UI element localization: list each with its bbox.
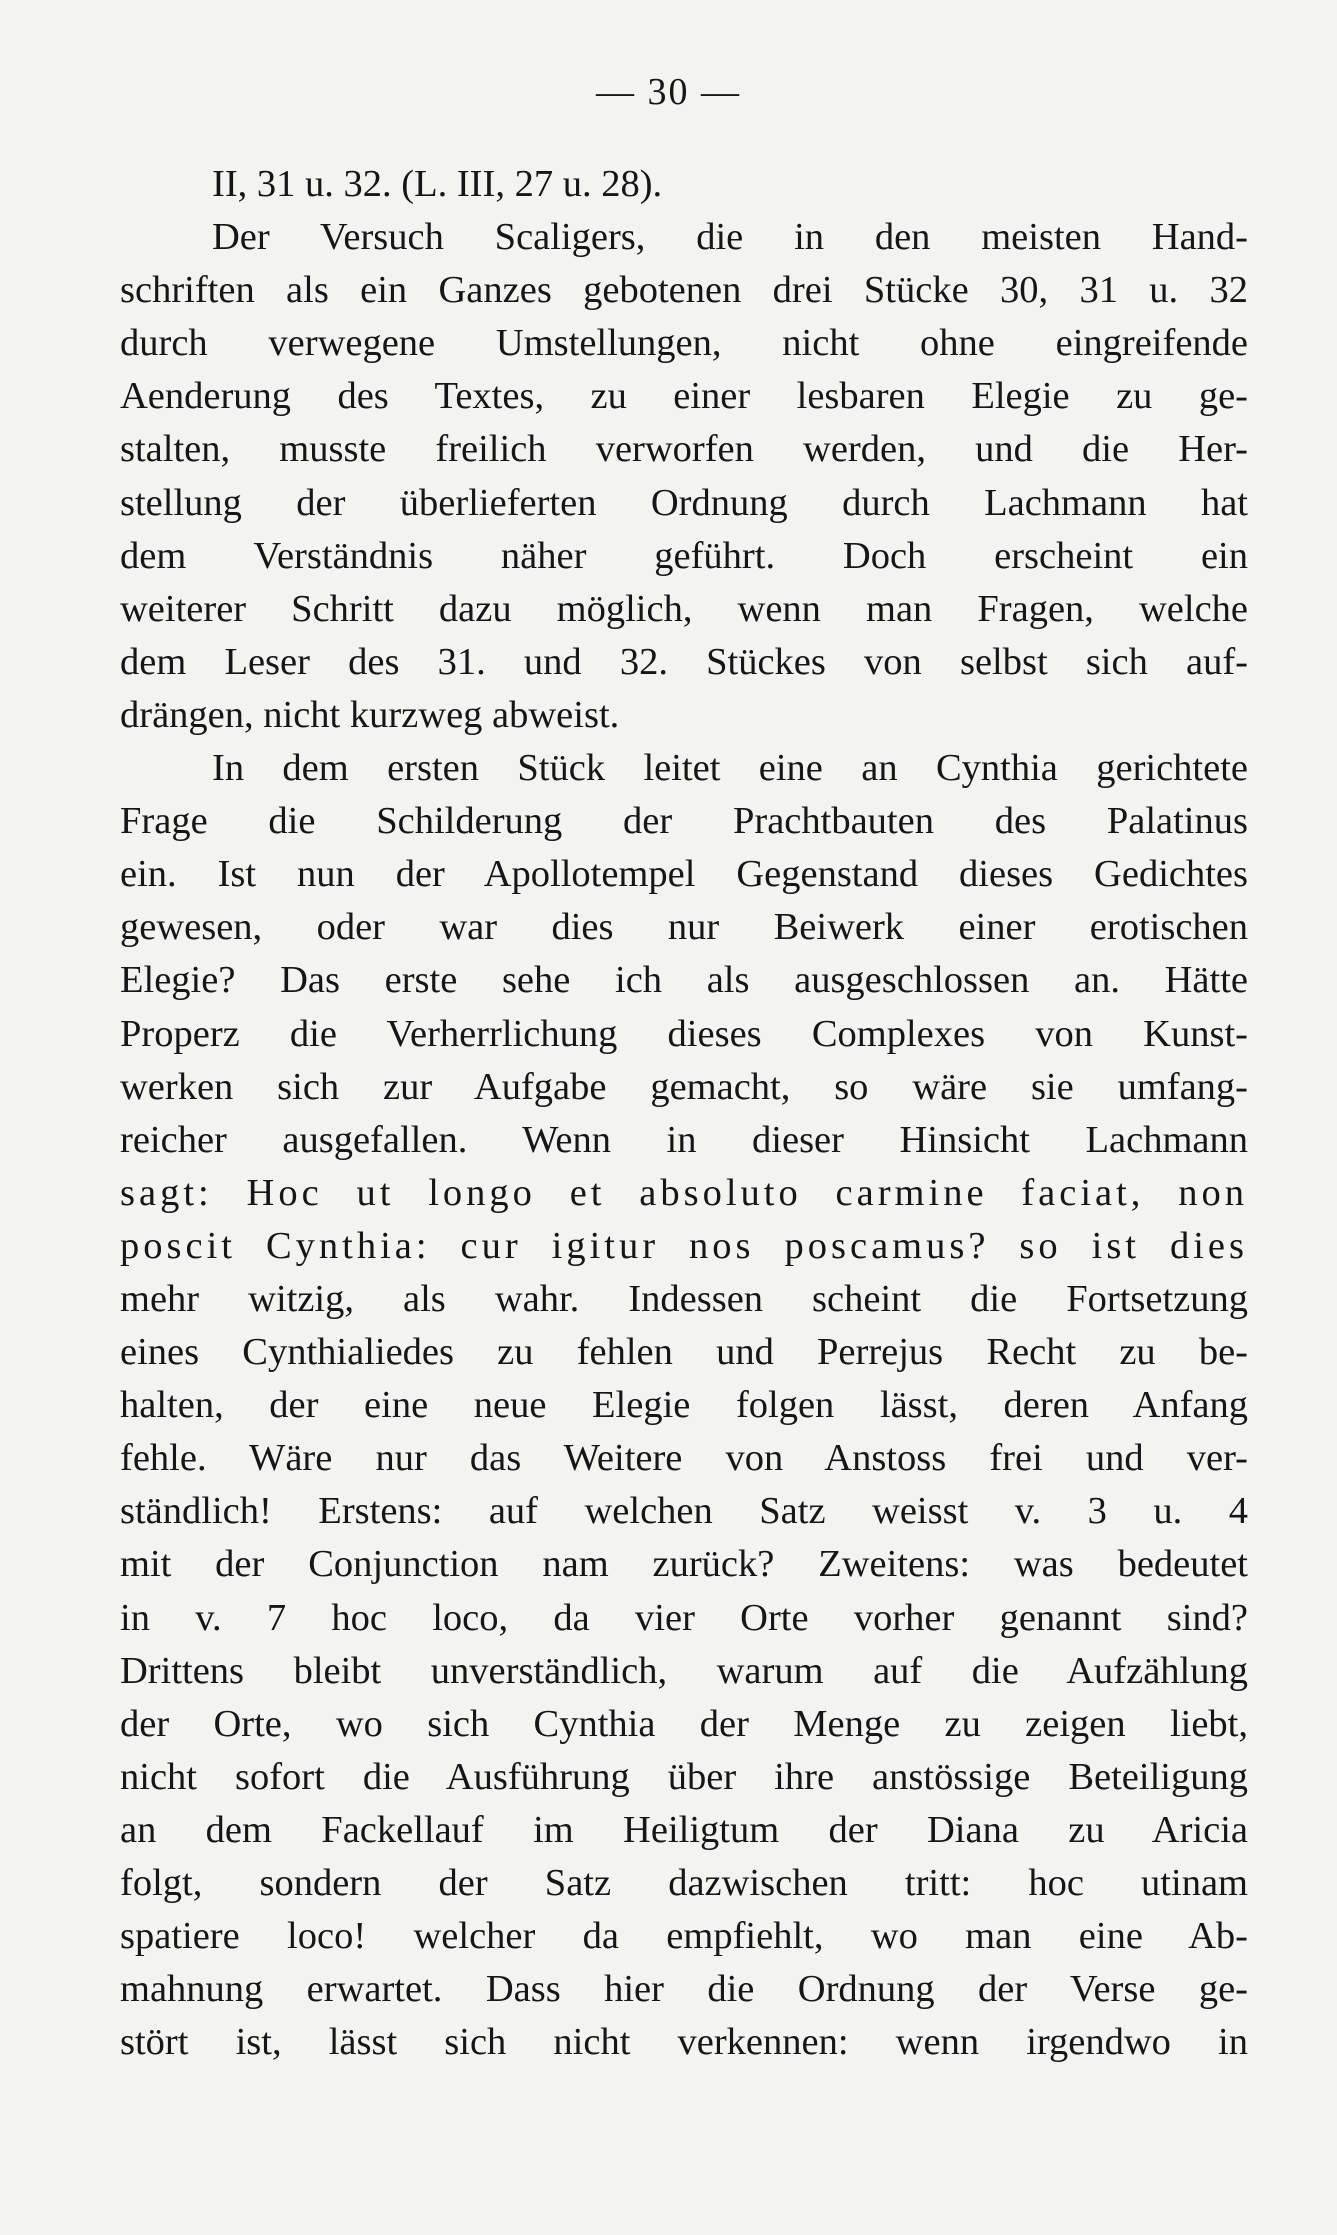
text-line: In dem ersten Stück leitet eine an Cynthia gerichtete [212,747,1248,790]
text-line: reicher ausgefallen. Wenn in dieser Hinsicht Lachmann [120,1118,1248,1161]
text-line: folgt, sondern der Satz dazwischen tritt: hoc utinam [120,1862,1248,1904]
text-line: Properz die Verherrlichung dieses Complexes von Kunst- [120,1012,1248,1055]
text-line: fehle. Wäre nur das Weitere von Anstoss frei und ver- [120,1437,1248,1480]
text-line: an dem Fackellauf im Heiligtum der Diana zu Aricia [120,1808,1248,1851]
text-line: werken sich zur Aufgabe gemacht, so wäre sie umfang- [120,1065,1248,1108]
text-line: ein. Ist nun der Apollotempel Gegenstand dieses Gedichtes [120,853,1248,896]
text-line: der Orte, wo sich Cynthia der Menge zu zeigen liebt, [120,1702,1248,1745]
text-line: weiterer Schritt dazu möglich, wenn man Fragen, welche [120,587,1248,630]
text-line: Drittens bleibt unverständlich, warum auf die Aufzählung [120,1649,1248,1692]
text-line: in v. 7 hoc loco, da vier Orte vorher genannt sind? [120,1596,1248,1639]
text-line: Frage die Schilderung der Prachtbauten des Palatinus [120,800,1248,843]
text-line: eines Cynthialiedes zu fehlen und Perrejus Recht zu be- [120,1331,1248,1374]
text-line: mehr witzig, als wahr. Indessen scheint die Fortsetzung [120,1277,1248,1320]
text-line: drängen, nicht kurzweg abweist. [120,693,620,736]
text-line: Der Versuch Scaligers, die in den meisten Hand- [212,216,1248,259]
text-line: poscit Cynthia: cur igitur nos poscamus? so ist dies [120,1224,1248,1267]
text-line: schriften als ein Ganzes gebotenen drei Stücke 30, 31 u. 32 [120,269,1248,312]
text-line: sagt: Hoc ut longo et absoluto carmine faciat, non [120,1171,1248,1214]
text-line: stalten, musste freilich verworfen werden, und die Her- [120,428,1248,471]
text-line: dem Verständnis näher geführt. Doch erscheint ein [120,534,1248,577]
text-line: ständlich! Erstens: auf welchen Satz weisst v. 3 u. 4 [120,1490,1248,1533]
text-line: Aenderung des Textes, zu einer lesbaren Elegie zu ge- [120,375,1248,418]
text-line: nicht sofort die Ausführung über ihre anstössige Beteiligung [120,1755,1248,1798]
text-line: stört ist, lässt sich nicht verkennen: wenn irgendwo in [120,2021,1248,2064]
text-line: mit der Conjunction nam zurück? Zweitens: was bedeutet [120,1543,1248,1586]
text-line: spatiere loco! welcher da empfiehlt, wo man eine Ab- [120,1915,1248,1958]
text-line: mahnung erwartet. Dass hier die Ordnung der Verse ge- [120,1968,1248,2011]
text-line: II, 31 u. 32. (L. III, 27 u. 28). [212,163,663,205]
text-line: halten, der eine neue Elegie folgen lässt, deren Anfang [120,1384,1248,1427]
page-number: — 30 — [596,71,741,113]
text-line: gewesen, oder war dies nur Beiwerk einer erotischen [120,906,1248,949]
text-line: durch verwegene Umstellungen, nicht ohne eingreifende [120,322,1248,365]
body-text [120,158,1248,2069]
text-line: dem Leser des 31. und 32. Stückes von selbst sich auf- [120,640,1248,683]
text-line: stellung der überlieferten Ordnung durch Lachmann hat [120,481,1248,524]
text-line: Elegie? Das erste sehe ich als ausgeschlossen an. Hätte [120,959,1248,1002]
